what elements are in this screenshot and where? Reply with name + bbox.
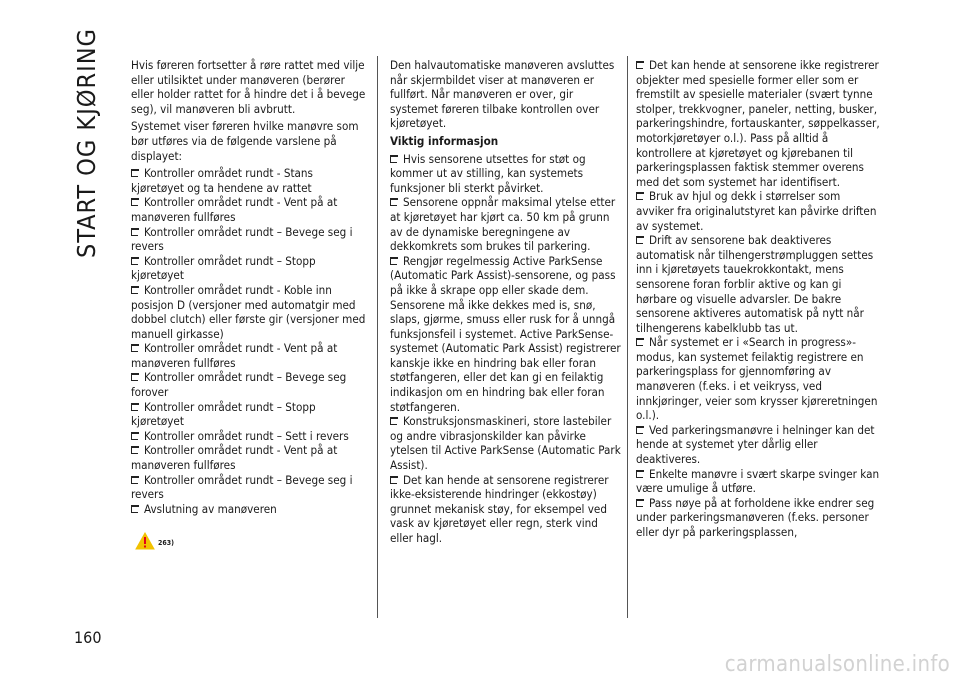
- list-item-text: Kontroller området rundt – Sett i revers: [144, 428, 349, 443]
- bullet-icon: [636, 499, 645, 507]
- list-item: [131, 429, 367, 444]
- bullet-icon: [390, 155, 399, 163]
- bullet-icon: [131, 286, 140, 294]
- list-item-text: Avslutning av manøveren: [144, 501, 277, 516]
- paragraph: Systemet viser føreren hvilke manøvre som bør utføres via de følgende varslene på displayet:: [131, 119, 359, 163]
- list-item: [636, 189, 880, 233]
- list-item-text: Pass nøye på at forholdene ikke endrer seg under parkeringsmanøveren (f.eks. personer eller dyr på parkeringsplassen,: [636, 495, 875, 539]
- list-item-text: Drift av sensorene bak deaktiveres automatisk når tilhengerstrømpluggen settes inn i kjøretøyets tauekrokkontakt, mens sensorene foran forblir aktive og kan gi hørbare og visuelle advarsler. De bakre sensorene aktiveres automatisk på nytt når tilhengerens kabelklubb tas ut.: [636, 233, 874, 335]
- bullet-icon: [636, 470, 645, 478]
- list-item-text: Konstruksjonsmaskineri, store lastebiler og andre vibrasjonskilder kan påvirke ytelsen til Active ParkSense (Automatic Park Assist).: [390, 414, 621, 473]
- list-item-text: Kontroller området rundt – Bevege seg forover: [131, 370, 347, 400]
- bullet-icon: [131, 344, 140, 352]
- bullet-icon: [390, 417, 399, 425]
- list-item-text: Sensorene oppnår maksimal ytelse etter at kjøretøyet har kjørt ca. 50 km på grunn av de dynamiske beregningene av dekkomkrets som brukes til parkering.: [390, 195, 616, 254]
- list-item-text: Hvis sensorene utsettes for støt og kommer ut av stilling, kan systemets funksjoner bli sterkt påvirket.: [390, 151, 586, 195]
- list-item-text: Kontroller området rundt - Vent på at manøveren fullføres: [131, 341, 338, 370]
- list-item: [636, 496, 880, 540]
- list-item: [390, 195, 622, 253]
- column-divider: [627, 56, 628, 618]
- list-item-text: Kontroller området rundt - Koble inn posisjon D (versjoner med automatgir med dobbel clutch) eller første gir (versjoner med manuell girkasse): [131, 282, 366, 341]
- bullet-icon: [131, 228, 140, 236]
- bullet-icon: [636, 426, 645, 434]
- warning-ref-number: 263): [158, 539, 175, 548]
- column-3: [636, 58, 880, 540]
- list-item: [390, 414, 622, 472]
- bullet-icon: [131, 446, 140, 454]
- list-item: [390, 152, 622, 196]
- list-item: [390, 473, 622, 546]
- list-item: [131, 370, 367, 399]
- list-item: [636, 335, 880, 423]
- column-2: [390, 58, 622, 546]
- list-item: [131, 473, 367, 502]
- list-item: [636, 467, 880, 496]
- list-item-text: Det kan hende at sensorene registrerer ikke-eksisterende hindringer (ekkostøy) grunnet mekanisk støy, for eksempel ved vask av kjøretøyet eller regn, sterk vind eller hagl.: [390, 472, 609, 545]
- list-item: [131, 195, 367, 224]
- section-heading: Viktig informasjon: [390, 133, 499, 148]
- section-title: START OG KJØRING: [72, 28, 101, 258]
- list-item-text: Kontroller området rundt - Vent på at manøveren fullføres: [131, 195, 338, 224]
- list-item-text: Kontroller området rundt - Vent på at manøveren fullføres: [131, 443, 338, 473]
- bullet-icon: [131, 198, 140, 206]
- warning-reference: [131, 530, 367, 551]
- bullet-icon: [131, 373, 140, 381]
- notification-list: [131, 166, 367, 516]
- info-list: [390, 152, 622, 546]
- bullet-icon: [131, 476, 140, 484]
- bullet-icon: [390, 476, 399, 484]
- page-number: 160: [74, 628, 102, 647]
- list-item: [131, 254, 367, 283]
- list-item: [636, 58, 880, 189]
- bullet-icon: [636, 192, 645, 200]
- watermark: carmanualsonline.info: [724, 652, 950, 677]
- list-item-text: Kontroller området rundt – Stopp kjøretøyet: [131, 399, 316, 429]
- list-item-text: Kontroller området rundt – Stopp kjøretøyet: [131, 253, 316, 283]
- bullet-icon: [131, 432, 140, 440]
- list-item-text: Bruk av hjul og dekk i størrelser som avviker fra originalutstyret kan påvirke driften av systemet.: [636, 189, 877, 233]
- list-item-text: Enkelte manøvre i svært skarpe svinger kan være umulige å utføre.: [636, 466, 880, 496]
- list-item: [131, 283, 367, 341]
- list-item: [131, 400, 367, 429]
- warning-triangle-icon: [135, 532, 155, 550]
- list-item-text: Rengjør regelmessig Active ParkSense (Automatic Park Assist)-sensorene, og pass på ikke å skrape opp eller skade dem. Sensorene må ikke dekkes med is, snø, slaps, gjørme, smuss eller rusk for å unngå funksjonsfeil i systemet. Active ParkSense-systemet (Automatic Park Assist) registrerer kanskje ikke en hindring bak eller foran støtfangeren, eller det kan gi en feilaktig indikasjon om en hindring bak eller foran støtfangeren.: [390, 253, 621, 414]
- paragraph: Den halvautomatiske manøveren avsluttes når skjermbildet viser at manøveren er fullført. Når manøveren er over, gir systemet føreren tilbake kontrollen over kjøretøyet.: [390, 58, 615, 131]
- bullet-icon: [131, 403, 140, 411]
- bullet-icon: [636, 236, 645, 244]
- list-item: [131, 225, 367, 254]
- bullet-icon: [636, 338, 645, 346]
- list-item-text: Det kan hende at sensorene ikke registrerer objekter med spesielle former eller som er fremstilt av spesielle materialer (svært tynne stolper, trekkvogner, paneler, netting, busker, parkeringshindre, fortauskanter, søppelkasser, motorkjøretøyer o.l.). Pass på alltid å kontrollere at kjøretøyet og kjørebanen til parkeringsplassen faktisk stemmer overens med det som systemet har identifisert.: [636, 58, 880, 189]
- bullet-icon: [390, 198, 399, 206]
- list-item: [131, 443, 367, 472]
- bullet-icon: [390, 257, 399, 265]
- list-item-text: Ved parkeringsmanøvre i helninger kan det hende at systemet yter dårlig eller deaktiveres.: [636, 422, 875, 467]
- bullet-icon: [131, 169, 140, 177]
- bullet-icon: [131, 505, 140, 513]
- list-item: [636, 233, 880, 335]
- bullet-icon: [636, 61, 645, 69]
- list-item-text: Når systemet er i «Search in progress»-modus, kan systemet feilaktig registrere en parkeringsplass for gjennomføring av manøveren (f.eks. i et veikryss, ved innkjøringer, veier som krysser kjøreretningen o.l.).: [636, 335, 878, 423]
- info-list: [636, 58, 880, 540]
- list-item: [636, 423, 880, 467]
- bullet-icon: [131, 257, 140, 265]
- paragraph: Hvis føreren fortsetter å røre rattet med vilje eller utilsiktet under manøveren (berører eller holder rattet for å hindre det i å bevege seg), vil manøveren bli avbrutt.: [131, 58, 366, 116]
- list-item-text: Kontroller området rundt – Bevege seg i revers: [131, 224, 353, 254]
- list-item: [131, 502, 367, 517]
- list-item-text: Kontroller området rundt – Bevege seg i revers: [131, 472, 353, 502]
- column-divider: [377, 56, 378, 618]
- list-item: [131, 166, 367, 195]
- list-item: [390, 254, 622, 415]
- list-item: [131, 341, 367, 370]
- list-item-text: Kontroller området rundt - Stans kjøretøyet og ta hendene av rattet: [131, 166, 313, 195]
- column-1: [131, 58, 367, 551]
